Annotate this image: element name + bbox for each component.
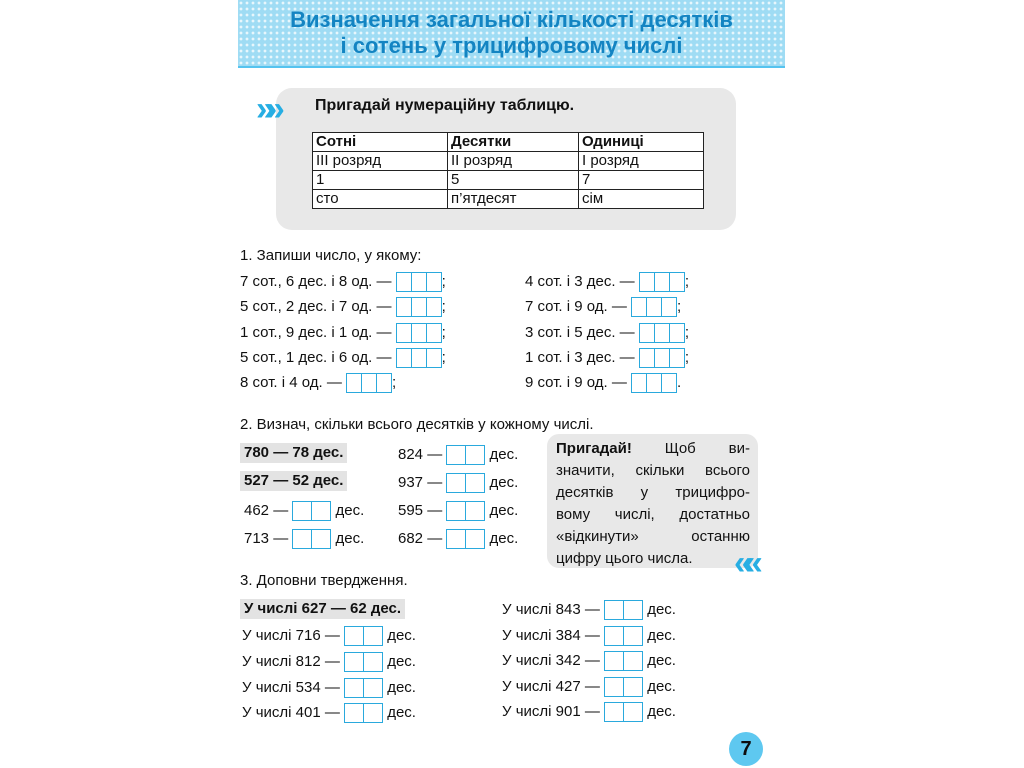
task2-number: 682 — [398, 529, 443, 547]
task2-item [398, 445, 518, 465]
task1-item [240, 272, 446, 292]
table-cell: п’ятдесят [448, 190, 579, 209]
answer-boxes[interactable] [604, 702, 643, 722]
task3-item [242, 652, 416, 672]
task1-item [240, 348, 446, 368]
double-chevron-left-icon: «« [734, 544, 754, 582]
answer-boxes[interactable] [344, 703, 383, 723]
separator: ; [441, 348, 446, 366]
end-mark: . [677, 373, 682, 391]
unit-label: дес. [489, 445, 519, 463]
answer-boxes[interactable] [344, 652, 383, 672]
task3-item [502, 626, 676, 646]
table-header-row [313, 133, 704, 152]
table-row [313, 190, 704, 209]
table-cell: 1 [313, 171, 448, 190]
separator: ; [684, 272, 690, 290]
answer-boxes[interactable] [396, 323, 442, 343]
hint-line: цифру цього числа. [556, 550, 693, 567]
table-cell: 7 [579, 171, 704, 190]
task3-item [242, 626, 416, 646]
task1-heading: 1. Запиши число, у якому: [240, 247, 422, 264]
task1-item-text: 9 сот. і 9 од. — [525, 373, 627, 391]
answer-boxes[interactable] [344, 678, 383, 698]
unit-label: дес. [647, 626, 676, 644]
task2-item [398, 529, 518, 549]
unit-label: дес. [335, 501, 365, 519]
task3-text: У числі 812 — [242, 652, 340, 670]
reminder-title: Пригадай нумераційну таблицю. [315, 97, 575, 114]
title-banner [238, 0, 785, 68]
separator: ; [441, 272, 446, 290]
table-row [313, 171, 704, 190]
task2-item [244, 529, 364, 549]
task3-item [502, 677, 676, 697]
task1-item-text: 1 сот., 9 дес. і 1 од. — [240, 323, 392, 341]
task3-text: У числі 342 — [502, 651, 600, 669]
task1-item-text: 5 сот., 1 дес. і 6 од. — [240, 348, 392, 366]
answer-boxes[interactable] [446, 501, 485, 521]
unit-label: дес. [489, 529, 519, 547]
unit-label: дес. [387, 652, 416, 670]
numeration-table [312, 132, 704, 209]
task2-number: 595 — [398, 501, 443, 519]
table-cell: ІІ розряд [448, 152, 579, 171]
answer-boxes[interactable] [639, 323, 685, 343]
task2-example: 780 — 78 дес. [240, 443, 347, 463]
hint-line: Пригадай! Щоб ви- [556, 440, 750, 457]
task3-item [242, 678, 416, 698]
unit-label: дес. [647, 677, 676, 695]
answer-boxes[interactable] [639, 272, 685, 292]
table-header-cell: Десятки [448, 133, 579, 152]
task1-item-text: 3 сот. і 5 дес. — [525, 323, 635, 341]
answer-boxes[interactable] [292, 529, 331, 549]
answer-boxes[interactable] [604, 600, 643, 620]
hint-line: вому числі, достатньо [556, 506, 750, 523]
separator: ; [684, 348, 690, 366]
separator: ; [441, 323, 446, 341]
task3-text: У числі 534 — [242, 678, 340, 696]
unit-label: дес. [387, 678, 416, 696]
separator: ; [677, 297, 682, 315]
unit-label: дес. [335, 529, 365, 547]
answer-boxes[interactable] [604, 651, 643, 671]
task2-example: 527 — 52 дес. [240, 471, 347, 491]
task3-item [242, 703, 416, 723]
task2-number: 462 — [244, 501, 289, 519]
unit-label: дес. [647, 651, 676, 669]
task3-text: У числі 427 — [502, 677, 600, 695]
task3-text: У числі 716 — [242, 626, 340, 644]
hint-line: «відкинути» останню [556, 528, 750, 545]
hint-line: значити, скільки всього [556, 462, 750, 479]
unit-label: дес. [489, 501, 519, 519]
hint-bold: Пригадай! [556, 440, 632, 457]
separator: ; [441, 297, 446, 315]
answer-boxes[interactable] [639, 348, 685, 368]
task3-text: У числі 901 — [502, 702, 600, 720]
task2-number: 937 — [398, 473, 443, 491]
task1-item [525, 323, 689, 343]
task1-item [525, 348, 689, 368]
task1-item-text: 8 сот. і 4 од. — [240, 373, 342, 391]
task1-item-text: 4 сот. і 3 дес. — [525, 272, 635, 290]
table-cell: 5 [448, 171, 579, 190]
task2-item [398, 501, 518, 521]
task3-text: У числі 401 — [242, 703, 340, 721]
task1-item [240, 373, 396, 393]
task1-item [525, 297, 681, 317]
answer-boxes[interactable] [631, 297, 677, 317]
hint-line: десятків у трицифро- [556, 484, 750, 501]
task1-item [240, 323, 446, 343]
answer-boxes[interactable] [346, 373, 392, 393]
task1-item-text: 5 сот., 2 дес. і 7 од. — [240, 297, 392, 315]
unit-label: дес. [387, 626, 416, 644]
answer-boxes[interactable] [604, 626, 643, 646]
task1-item [240, 297, 446, 317]
answer-boxes[interactable] [396, 348, 442, 368]
separator: ; [392, 373, 397, 391]
task1-item [525, 373, 681, 393]
task2-heading: 2. Визнач, скільки всього десятків у кожному числі. [240, 416, 594, 433]
separator: ; [684, 323, 690, 341]
unit-label: дес. [647, 600, 676, 618]
table-cell: І розряд [579, 152, 704, 171]
answer-boxes[interactable] [604, 677, 643, 697]
answer-boxes[interactable] [292, 501, 331, 521]
title-line-1: Визначення загальної кількості десятків [290, 7, 733, 32]
task2-item [398, 473, 518, 493]
task1-item-text: 1 сот. і 3 дес. — [525, 348, 635, 366]
page-number: 7 [729, 732, 763, 766]
answer-boxes[interactable] [446, 445, 485, 465]
task2-number: 824 — [398, 445, 443, 463]
task2-item [244, 501, 364, 521]
table-header-cell: Сотні [313, 133, 448, 152]
task1-item-text: 7 сот. і 9 од. — [525, 297, 627, 315]
task3-example: У числі 627 — 62 дес. [240, 599, 405, 619]
title-line-2: і сотень у трицифровому числі [340, 33, 683, 58]
task3-item [502, 651, 676, 671]
task2-number: 713 — [244, 529, 289, 547]
double-chevron-right-icon: »» [256, 90, 276, 128]
answer-boxes[interactable] [344, 626, 383, 646]
answer-boxes[interactable] [396, 297, 442, 317]
task1-item [525, 272, 689, 292]
unit-label: дес. [489, 473, 519, 491]
unit-label: дес. [387, 703, 416, 721]
task3-text: У числі 843 — [502, 600, 600, 618]
answer-boxes[interactable] [631, 373, 677, 393]
answer-boxes[interactable] [396, 272, 442, 292]
task3-heading: 3. Доповни твердження. [240, 572, 408, 589]
task3-item [502, 600, 676, 620]
table-header-cell: Одиниці [579, 133, 704, 152]
table-row [313, 152, 704, 171]
hint-text [556, 438, 750, 570]
task3-text: У числі 384 — [502, 626, 600, 644]
task1-item-text: 7 сот., 6 дес. і 8 од. — [240, 272, 392, 290]
answer-boxes[interactable] [446, 473, 485, 493]
unit-label: дес. [647, 702, 676, 720]
answer-boxes[interactable] [446, 529, 485, 549]
table-cell: ІІІ розряд [313, 152, 448, 171]
task3-item [502, 702, 676, 722]
table-cell: сто [313, 190, 448, 209]
table-cell: сім [579, 190, 704, 209]
